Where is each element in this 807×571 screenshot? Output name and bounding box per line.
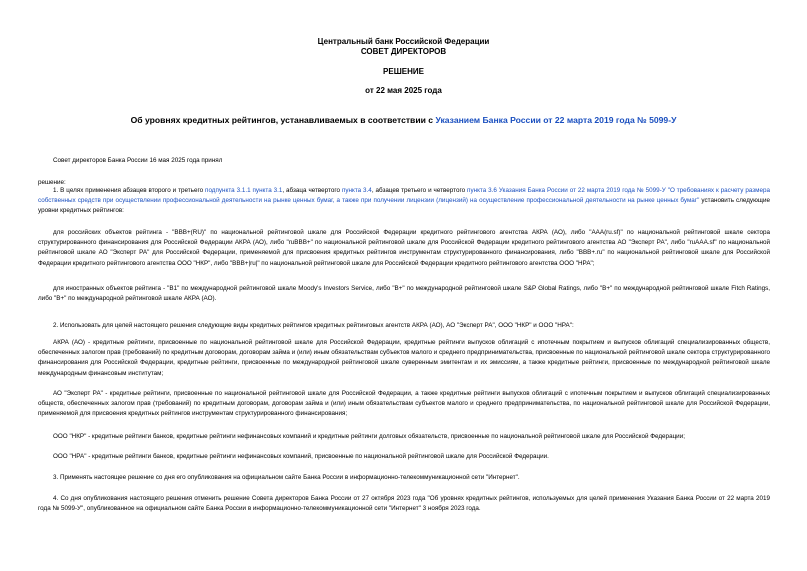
- p1-text-c: , абзацев третьего и четвертого: [371, 187, 468, 194]
- document-date: от 22 мая 2025 года: [365, 86, 442, 95]
- paragraph-1: [38, 186, 770, 217]
- paragraph-nra: ООО "НРА" - кредитные рейтинги банков, кредитные рейтинги нефинансовых компаний, присвоенные по национальной рейтинговой шкале для Российской Федерации.: [53, 453, 549, 460]
- paragraph-3: 3. Применять настоящее решение со дня его опубликования на официальном сайте Банка России в информационно-телекоммуникационной сети "Интернет".: [53, 474, 520, 481]
- document-title: [0, 115, 807, 126]
- p1-text-a: 1. В целях применения абзацев второго и третьего: [53, 187, 206, 194]
- title-link[interactable]: Указанием Банка России от 22 марта 2019 года № 5099-У: [435, 115, 677, 125]
- paragraph-akra: АКРА (АО) - кредитные рейтинги, присвоенные по национальной рейтинговой шкале для Российской Федерации, кредитные рейтинги выпусков облигаций с ипотечным покрытием и выпусков облигаций специализированных обществ, обеспеченных залогом прав (требований) по кредитным договорам, договорам займа и (или) иным обязательствам субъектов малого и среднего предпринимательства, присвоенные по национальной рейтинговой шкале сектора структурированного финансирования для Российской Федерации, кредитные рейтинги, присвоенные по международной рейтинговой шкале суверенным эмитентам и их эмиссиям, а также кредитные рейтинги, присвоенные по международной рейтинговой шкале международным финансовым институтам;: [38, 339, 770, 377]
- paragraph-foreign-objects: для иностранных объектов рейтинга - "B1" по международной рейтинговой шкале Moody's Investors Service, либо "B+" по международной рейтинговой шкале S&P Global Ratings, либо "B+" по международной рейтинговой шкале Fitch Ratings, либо "B+" по международной рейтинговой шкале АКРА (АО).: [38, 285, 770, 303]
- decided-label: решение:: [38, 179, 66, 186]
- p1-text-b: , абзаца четвертого: [282, 187, 342, 194]
- bank-name: Центральный банк Российской Федерации: [317, 37, 490, 46]
- link-point-3-4[interactable]: пункта 3.4: [341, 187, 372, 194]
- document-type: РЕШЕНИЕ: [383, 67, 424, 76]
- paragraph-expert-ra: АО "Эксперт РА" - кредитные рейтинги, присвоенные по национальной рейтинговой шкале для Российской Федерации, а также кредитные рейтинги выпусков облигаций с ипотечным покрытием и выпусков облигаций специализированных обществ, обеспеченных залогом прав (требований) по кредитным договорам, договорам займа и (или) иным обязательствам субъектов малого и среднего предпринимательства, по национальной рейтинговой шкале для Российской Федерации, применяемой для присвоения кредитных рейтингов инструментам структурированного финансирования;: [38, 390, 770, 418]
- link-subpoint-3-1-1[interactable]: подпункта 3.1.1 пункта 3.1: [205, 187, 283, 194]
- paragraph-4: 4. Со дня опубликования настоящего решения отменить решение Совета директоров Банка России от 27 октября 2023 года "Об уровнях кредитных рейтингов, используемых для целей применения Указания Банка России от 22 марта 2019 года № 5099-У", опубликованное на официальном сайте Банка России в информационно-телекоммуникационной сети "Интернет" 3 ноября 2023 года.: [38, 495, 770, 513]
- p1-text-d: установить следующие уровни кредитных рейтингов:: [38, 197, 770, 215]
- paragraph-russian-objects: для российских объектов рейтинга - "BBB+(RU)" по национальной рейтинговой шкале для Российской Федерации кредитного рейтингового агентства АКРА (АО), либо "AAA(ru.sf)" по национальной рейтинговой шкале сектора структурированного финансирования для Российской Федерации АКРА (АО), либо "ruBBB+" по национальной рейтинговой шкале для Российской Федерации кредитного рейтингового агентства АО "Эксперт РА", либо "ruAAA.sf" по национальной рейтинговой шкале АО "Эксперт РА" для Российской Федерации, применяемой для присвоения кредитных рейтингов инструментам структурированного финансирования, либо "BBB+.ru" по национальной рейтинговой шкале для Российской Федерации кредитного рейтингового агентства ООО "НКР", либо "BBB+|ru|" по национальной рейтинговой шкале для Российской Федерации кредитного рейтингового агентства ООО "НРА";: [38, 229, 770, 267]
- board-name: СОВЕТ ДИРЕКТОРОВ: [360, 47, 447, 56]
- paragraph-nkr: ООО "НКР" - кредитные рейтинги банков, кредитные рейтинги нефинансовых компаний и кредитные рейтинги долговых обязательств, присвоенные по национальной рейтинговой шкале для Российской Федерации;: [53, 433, 685, 440]
- paragraph-2: 2. Использовать для целей настоящего решения следующие виды кредитных рейтингов кредитных рейтинговых агентств АКРА (АО), АО "Эксперт РА", ООО "НКР" и ООО "НРА":: [53, 322, 574, 329]
- link-point-3-6-ordinance[interactable]: пункта 3.6 Указания Банка России от 22 марта 2019 года № 5099-У "О требованиях к расчету размера собственных средств при осуществлении профессиональной деятельности на рынке ценных бумаг, а также при получении лицензии (лицензий) на осуществление профессиональной деятельности на рынке ценных бумаг": [38, 187, 770, 205]
- intro-text: Совет директоров Банка России 16 мая 2025 года принял: [53, 157, 223, 164]
- title-text: Об уровнях кредитных рейтингов, устанавливаемых в соответствии с: [130, 115, 436, 125]
